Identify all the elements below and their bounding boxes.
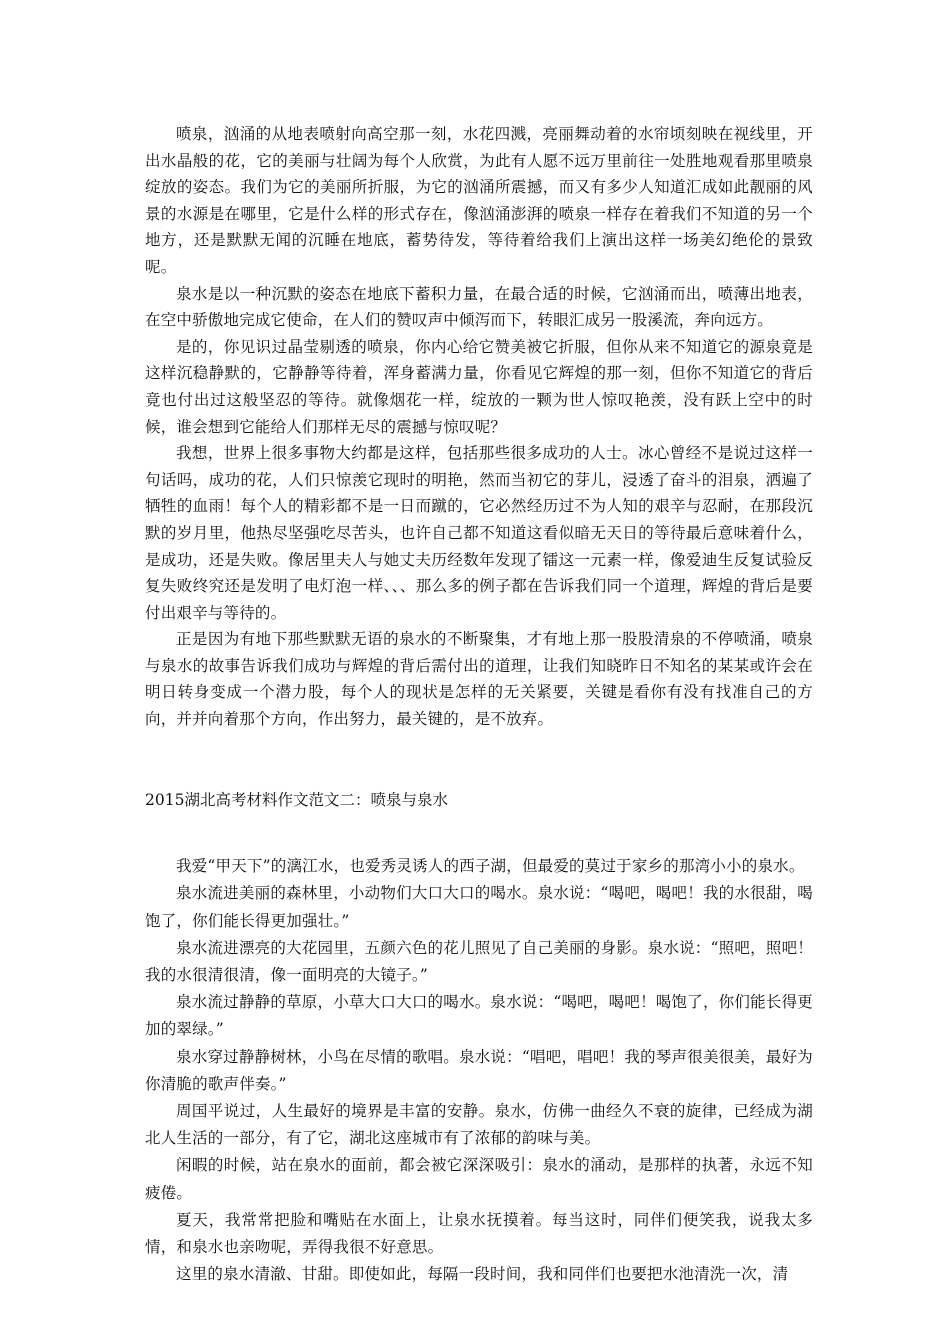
essay-two-paragraph: 泉水穿过静静树林，小鸟在尽情的歌唱。泉水说：“唱吧，唱吧！我的琴声很美很美，最好为你清脆的歌声伴奏。” [145,1047,813,1093]
essay-two-paragraph: 泉水流进漂亮的大花园里，五颜六色的花儿照见了自己美丽的身影。泉水说：“照吧，照吧！我的水很清很清，像一面明亮的大镜子。” [145,938,813,985]
essay-two-paragraph: 闲暇的时候，站在泉水的面前，都会被它深深吸引：泉水的涌动，是那样的执著，永远不知疲倦。 [145,1156,813,1202]
essay-one-paragraph: 喷泉，汹涌的从地表喷射向高空那一刻，水花四溅，亮丽舞动着的水帘顷刻映在视线里，开出水晶般的花，它的美丽与壮阔为每个人欣赏，为此有人愿不远万里前往一处胜地观看那里喷泉绽放的姿态。我们为它的美丽所折服，为它的汹涌所震撼，而又有多少人知道汇成如此靓丽的风景的水源是在哪里，它是什么样的形式存在，像汹涌澎湃的喷泉一样存在着我们不知道的另一个地方，还是默默无闻的沉睡在地底，蓄势待发，等待着给我们上演出这样一场美幻绝伦的景致呢。 [145,125,813,276]
essay-one-paragraph: 正是因为有地下那些默默无语的泉水的不断聚集，才有地上那一股股清泉的不停喷涌，喷泉与泉水的故事告诉我们成功与辉煌的背后需付出的道理，让我们知晓昨日不知名的某某或许会在明日转身变成一个潜力股，每个人的现状是怎样的无关紧要，关键是看你有没有找准自己的方向，并并向着那个方向，作出努力，最关键的，是不放弃。 [145,630,813,729]
essay-one-paragraph: 我想，世界上很多事物大约都是这样，包括那些很多成功的人士。冰心曾经不是说过这样一句话吗，成功的花，人们只惊羡它现时的明艳，然而当初它的芽儿，浸透了奋斗的泪泉，洒遍了牺牲的血雨！每个人的精彩都不是一日而蹴的，它必然经历过不为人知的艰辛与忍耐，在那段沉默的岁月里，他热尽坚强吃尽苦头，也许自己都不知道这看似暗无天日的等待最后意味着什么，是成功，还是失败。像居里夫人与她丈夫历经数年发现了镭这一元素一样，像爱迪生反复试验反复失败终究还是发明了电灯泡一样、、、那么多的例子都在告诉我们同一个道理，辉煌的背后是要付出艰辛与等待的。 [145,444,813,622]
essay-two-paragraph: 夏天，我常常把脸和嘴贴在水面上，让泉水抚摸着。每当这时，同伴们便笑我，说我太多情，和泉水也亲吻呢，弄得我很不好意思。 [145,1210,813,1257]
document-page [145,121,813,1289]
essay-one-paragraph: 是的，你见识过晶莹剔透的喷泉，你内心给它赞美被它折服，但你从来不知道它的源泉竟是这样沉稳静默的，它静静等待着，浑身蓄满力量，你看见它辉煌的那一刻，但你不知道它的背后竟也付出过这般坚忍的等待。就像烟花一样，绽放的一颗为世人惊叹艳羡，没有跃上空中的时候，谁会想到它能给人们那样无尽的震撼与惊叹呢？ [145,337,813,436]
essay-two-paragraph: 周国平说过，人生最好的境界是丰富的安静。泉水，仿佛一曲经久不衰的旋律，已经成为湖北人生活的一部分，有了它，湖北这座城市有了浓郁的韵味与美。 [145,1102,813,1148]
essay-one [145,121,813,733]
essay-two-paragraph: 泉水流进美丽的森林里，小动物们大口大口的喝水。泉水说：“喝吧，喝吧！我的水很甜，喝饱了，你们能长得更加强壮。” [145,884,813,930]
essay-two [145,853,813,1288]
essay-one-paragraph: 泉水是以一种沉默的姿态在地底下蓄积力量，在最合适的时候，它汹涌而出，喷薄出地表，在空中骄傲地完成它使命，在人们的赞叹声中倾泻而下，转眼汇成另一股溪流，奔向远方。 [145,284,813,330]
essay-two-title: 2015湖北高考材料作文范文二：喷泉与泉水 [145,790,448,809]
essay-two-paragraph: 我爱“甲天下”的漓江水，也爱秀灵诱人的西子湖，但最爱的莫过于家乡的那湾小小的泉水。 [176,857,805,876]
essay-two-paragraph: 这里的泉水清澈、甘甜。即使如此，每隔一段时间，我和同伴们也要把水池清洗一次，清 [176,1265,789,1284]
essay-two-paragraph: 泉水流过静静的草原，小草大口大口的喝水。泉水说：“喝吧，喝吧！喝饱了，你们能长得更加的翠绿。” [145,993,813,1039]
